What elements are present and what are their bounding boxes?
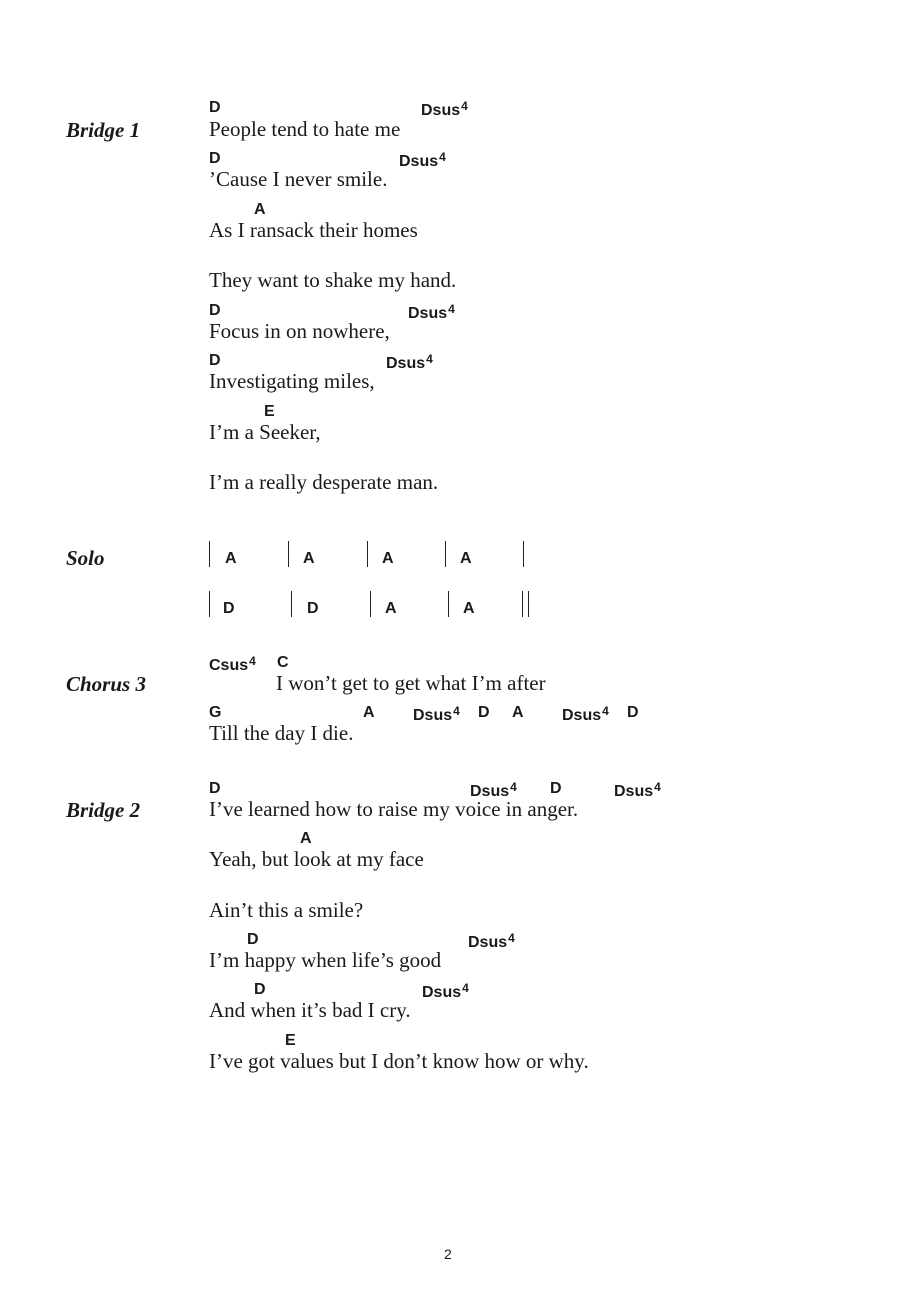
chord-superscript: 4 (453, 704, 460, 718)
chord-root: Csus (209, 657, 249, 674)
chord (413, 705, 460, 724)
chord: D (209, 352, 221, 369)
chord: A (382, 550, 394, 567)
chord-root: Dsus (614, 783, 654, 800)
lyric-line: Ain’t this a smile? (209, 898, 364, 922)
section-label-bridge-1: Bridge 1 (66, 118, 141, 142)
chord (421, 100, 468, 119)
chord-root: Dsus (413, 707, 453, 724)
bar-line (523, 541, 524, 567)
lyric-line: ’Cause I never smile. (209, 167, 388, 191)
lyric-line: I’m happy when life’s good (209, 948, 442, 972)
lyric-line: I’m a Seeker, (209, 420, 321, 444)
chord-superscript: 4 (510, 780, 517, 794)
bar-line (367, 541, 368, 567)
chord: D (478, 704, 490, 721)
chord: A (225, 550, 237, 567)
chord (386, 353, 433, 372)
chord: A (385, 600, 397, 617)
chord: A (254, 201, 266, 218)
chord: D (627, 704, 639, 721)
lyric-line: I’ve got values but I don’t know how or why. (209, 1049, 589, 1073)
chord-root: Dsus (399, 153, 439, 170)
chord: D (247, 931, 259, 948)
lyric-line: And when it’s bad I cry. (209, 998, 411, 1022)
chord: A (303, 550, 315, 567)
page-number: 2 (444, 1246, 452, 1262)
final-double-bar-line (522, 591, 529, 617)
chord: D (223, 600, 235, 617)
chord: E (264, 403, 275, 420)
bar-line (209, 541, 210, 567)
bar-line (448, 591, 449, 617)
chord: D (254, 981, 266, 998)
chord-superscript: 4 (461, 99, 468, 113)
chord-root: Dsus (468, 934, 508, 951)
lyric-line: I’ve learned how to raise my voice in anger. (209, 797, 579, 821)
chord-superscript: 4 (508, 931, 515, 945)
bar-line (209, 591, 210, 617)
section-label-bridge-2: Bridge 2 (66, 798, 141, 822)
chord-superscript: 4 (426, 352, 433, 366)
chord: A (463, 600, 475, 617)
chord: D (209, 99, 221, 116)
chord (562, 705, 609, 724)
section-label-chorus-3: Chorus 3 (66, 672, 146, 696)
chord-root: Dsus (421, 102, 461, 119)
chord-superscript: 4 (439, 150, 446, 164)
chord (209, 655, 256, 674)
chord: D (307, 600, 319, 617)
lyric-line: Focus in on nowhere, (209, 319, 390, 343)
chord: A (460, 550, 472, 567)
chord: A (300, 830, 312, 847)
chord (468, 932, 515, 951)
chord (408, 303, 455, 322)
chord-superscript: 4 (448, 302, 455, 316)
chord-superscript: 4 (462, 981, 469, 995)
chord: A (363, 704, 375, 721)
chord: C (277, 654, 289, 671)
bar-line (445, 541, 446, 567)
lyric-line: I won’t get to get what I’m after (276, 671, 546, 695)
chord: D (209, 780, 221, 797)
bar-line (291, 591, 292, 617)
chord: G (209, 704, 222, 721)
lyric-line: They want to shake my hand. (209, 268, 457, 292)
section-label-solo: Solo (66, 546, 105, 570)
chord: D (209, 302, 221, 319)
lyric-line: Investigating miles, (209, 369, 375, 393)
chord-superscript: 4 (602, 704, 609, 718)
chord-superscript: 4 (249, 654, 256, 668)
lyric-line: As I ransack their homes (209, 218, 418, 242)
lyric-line: Till the day I die. (209, 721, 354, 745)
chord-root: Dsus (470, 783, 510, 800)
chord: E (285, 1032, 296, 1049)
chord: D (209, 150, 221, 167)
chord-root: Dsus (562, 707, 602, 724)
chord: A (512, 704, 524, 721)
chord (614, 781, 661, 800)
lyric-line: Yeah, but look at my face (209, 847, 424, 871)
bar-line (370, 591, 371, 617)
chord-root: Dsus (386, 355, 426, 372)
chord: D (550, 780, 562, 797)
chord (422, 982, 469, 1001)
chord-root: Dsus (408, 305, 448, 322)
chord-root: Dsus (422, 984, 462, 1001)
chord-superscript: 4 (654, 780, 661, 794)
lyric-line: People tend to hate me (209, 117, 401, 141)
lyric-line: I’m a really desperate man. (209, 470, 439, 494)
bar-line (288, 541, 289, 567)
chord (399, 151, 446, 170)
